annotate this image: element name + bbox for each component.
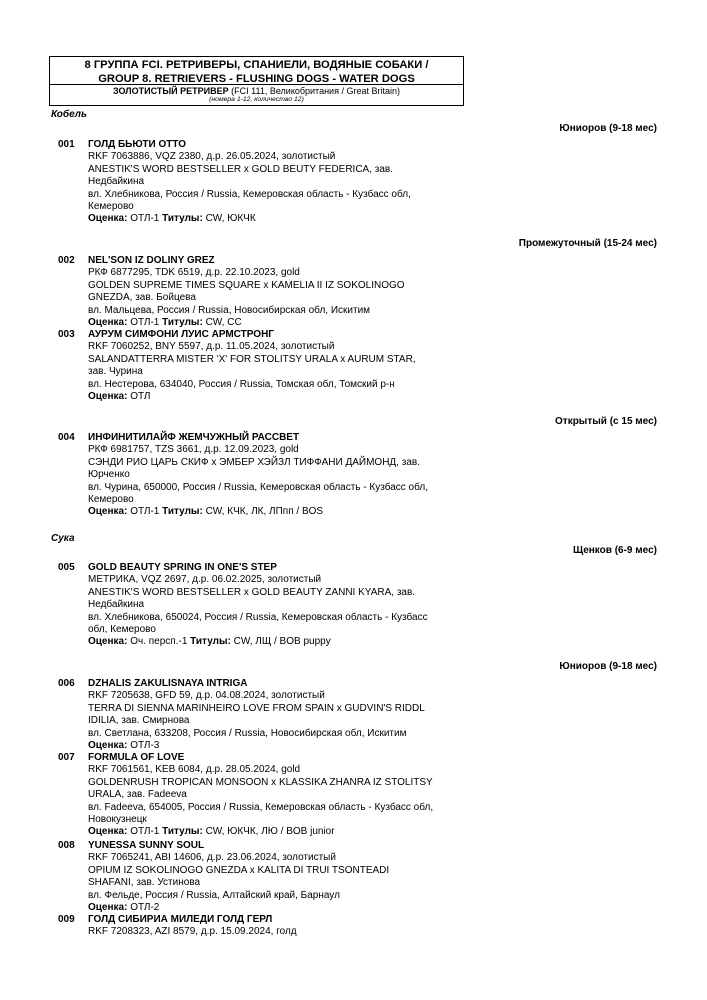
entry [58, 914, 468, 939]
entry-detail-line: МЕТРИКА, VQZ 2697, д.р. 06.02.2025, золотистый [88, 574, 322, 586]
dog-name: NEL'SON IZ DOLINY GREZ [88, 255, 215, 266]
grade-line [88, 317, 468, 329]
dog-name: ГОЛД СИБИРИА МИЛЕДИ ГОЛД ГЕРЛ [88, 914, 273, 925]
entry-body [88, 255, 468, 329]
entry-body [88, 329, 468, 403]
entry-detail-line: Кемерово [88, 494, 134, 506]
grade-line [88, 391, 468, 403]
entry-detail-line: РКФ 6877295, TDK 6519, д.р. 22.10.2023, gold [88, 267, 300, 279]
grade-label: Оценка: [88, 826, 128, 838]
entry-detail-line: обл, Кемерово [88, 624, 156, 636]
titles-label: Титулы: [159, 506, 203, 518]
grade-line [88, 213, 468, 225]
grade-line [88, 740, 468, 752]
grade-line [88, 506, 468, 518]
grade-value: ОТЛ-2 [127, 902, 160, 914]
entry-detail-line: GOLDENRUSH TROPICAN MONSOON x KLASSIKA ZHANRA IZ STOLITSY [88, 776, 433, 788]
grade-value: ОТЛ-3 [127, 740, 160, 752]
breed-note: (номера 1-12, количество 12) [209, 96, 304, 103]
class-open-male: Открытый (с 15 мес) [555, 416, 657, 427]
grade-label: Оценка: [88, 506, 128, 518]
entry-body [88, 840, 468, 914]
titles-label: Титулы: [159, 213, 203, 225]
group-title-ru: 8 ГРУППА FCI. РЕТРИВЕРЫ, СПАНИЕЛИ, ВОДЯНЫЕ СОБАКИ / [84, 59, 429, 71]
class-junior-male: Юниоров (9-18 мес) [559, 123, 657, 134]
grade-label: Оценка: [88, 636, 128, 648]
entry-number: 005 [58, 562, 75, 573]
entry-detail-line: ANESTIK'S WORD BESTSELLER x GOLD BEUTY FEDERICA, зав. [88, 163, 394, 175]
class-intermediate-male: Промежуточный (15-24 мес) [518, 238, 657, 249]
entry-detail-line: Новокузнецк [88, 814, 147, 826]
dog-name: АУРУМ СИМФОНИ ЛУИС АРМСТРОНГ [88, 329, 274, 340]
entry-body [88, 752, 468, 839]
entry-detail-line: вл. Мальцева, Россия / Russia, Новосибирская обл, Искитим [88, 304, 371, 316]
breed-header [49, 85, 464, 106]
class-junior-female: Юниоров (9-18 мес) [559, 661, 657, 672]
group-title-en: GROUP 8. RETRIEVERS - FLUSHING DOGS - WATER DOGS [98, 73, 415, 85]
entry-detail-line: Кемерово [88, 201, 134, 213]
entry-detail-line: RKF 7065241, ABI 14606, д.р. 23.06.2024, золотистый [88, 852, 336, 864]
grade-line [88, 636, 468, 648]
grade-label: Оценка: [88, 902, 128, 914]
dog-name: YUNESSA SUNNY SOUL [88, 840, 205, 851]
entry-detail-line: РКФ 6981757, TZS 3661, д.р. 12.09.2023, gold [88, 444, 299, 456]
entry-detail-line: SALANDATTERRA MISTER 'X' FOR STOLITSY URALA x AURUM STAR, [88, 353, 416, 365]
entry-detail-line: ANESTIK'S WORD BESTSELLER x GOLD BEAUTY ZANNI KYARA, зав. [88, 586, 416, 598]
grade-value: ОТЛ-1 [127, 826, 160, 838]
breed-info: (FCI 111, Великобритания / Great Britain) [231, 86, 400, 96]
entry-detail-line: RKF 7063886, VQZ 2380, д.р. 26.05.2024, золотистый [88, 151, 336, 163]
entry-number: 001 [58, 139, 75, 150]
entry-detail-line: RKF 7205638, GFD 59, д.р. 04.08.2024, золотистый [88, 690, 325, 702]
entry [58, 840, 468, 914]
entry [58, 255, 468, 329]
entry-body [88, 914, 468, 939]
entry-detail-line: IDILIA, зав. Смирнова [88, 715, 190, 727]
entry-detail-line: GOLDEN SUPREME TIMES SQUARE x KAMELIA II IZ SOKOLINOGO [88, 279, 405, 291]
entry-number: 004 [58, 432, 75, 443]
grade-value: Оч. персп.-1 [127, 636, 188, 648]
entry-number: 009 [58, 914, 75, 925]
entry [58, 562, 468, 649]
entry [58, 678, 468, 752]
titles-value: CW, ЮКЧК [202, 213, 256, 225]
section-female: Сука [51, 533, 75, 544]
grade-value: ОТЛ [127, 391, 151, 403]
entry-number: 007 [58, 752, 75, 763]
entry-detail-line: URALA, зав. Fadeeva [88, 789, 187, 801]
grade-line [88, 902, 468, 914]
grade-value: ОТЛ-1 [127, 213, 160, 225]
titles-value: CW, CC [202, 317, 242, 329]
entry-body [88, 562, 468, 649]
entry-number: 008 [58, 840, 75, 851]
dog-name: DZHALIS ZAKULISNAYA INTRIGA [88, 678, 248, 689]
entry-detail-line: Недбайкина [88, 599, 145, 611]
dog-name: ГОЛД БЬЮТИ ОТТО [88, 139, 187, 150]
titles-label: Титулы: [187, 636, 231, 648]
entry-detail-line: вл. Светлана, 633208, Россия / Russia, Новосибирская обл, Искитим [88, 727, 407, 739]
entry-detail-line: OPIUM IZ SOKOLINOGO GNEZDA x KALITA DI TRUI TSONTEADI [88, 864, 390, 876]
entry-body [88, 432, 468, 519]
grade-label: Оценка: [88, 213, 128, 225]
dog-name: FORMULA OF LOVE [88, 752, 185, 763]
entry-detail-line: зав. Чурина [88, 366, 143, 378]
entry-detail-line: RKF 7061561, KEB 6084, д.р. 28.05.2024, gold [88, 764, 301, 776]
entry-number: 003 [58, 329, 75, 340]
entry-detail-line: СЭНДИ РИО ЦАРЬ СКИФ x ЭМБЕР ХЭЙЗЛ ТИФФАНИ ДАЙМОНД, зав. [88, 456, 420, 468]
entry-detail-line: вл. Нестерова, 634040, Россия / Russia, Томская обл, Томский р-н [88, 378, 395, 390]
grade-label: Оценка: [88, 391, 128, 403]
group-title [49, 56, 464, 85]
entry-detail-line: GNEZDA, зав. Бойцева [88, 292, 196, 304]
grade-label: Оценка: [88, 317, 128, 329]
titles-label: Титулы: [159, 317, 203, 329]
entry-body [88, 678, 468, 752]
entry-detail-line: вл. Фельде, Россия / Russia, Алтайский край, Барнаул [88, 889, 340, 901]
class-puppy-female: Щенков (6-9 мес) [573, 545, 657, 556]
entry-detail-line: RKF 7060252, BNY 5597, д.р. 11.05.2024, золотистый [88, 341, 335, 353]
titles-label: Титулы: [159, 826, 203, 838]
entry-detail-line: Недбайкина [88, 176, 145, 188]
entry [58, 329, 468, 403]
entry-detail-line: вл. Fadeeva, 654005, Россия / Russia, Кемеровская область - Кузбасс обл, [88, 801, 434, 813]
entry [58, 139, 468, 226]
entry-detail-line: TERRA DI SIENNA MARINHEIRO LOVE FROM SPAIN x GUDVIN'S RIDDL [88, 702, 425, 714]
entry-number: 006 [58, 678, 75, 689]
entry-number: 002 [58, 255, 75, 266]
entry-detail-line: вл. Чурина, 650000, Россия / Russia, Кемеровская область - Кузбасс обл, [88, 481, 428, 493]
titles-value: CW, КЧК, ЛК, ЛПпп / BOS [202, 506, 324, 518]
group-header-box [49, 56, 464, 106]
entry-detail-line: вл. Хлебникова, 650024, Россия / Russia, Кемеровская область - Кузбасс [88, 611, 428, 623]
entry-detail-line: Юрченко [88, 469, 130, 481]
entry-body [88, 139, 468, 226]
grade-value: ОТЛ-1 [127, 317, 160, 329]
entry-detail-line: RKF 7208323, AZI 8579, д.р. 15.09.2024, голд [88, 926, 297, 938]
grade-line [88, 826, 468, 838]
entry [58, 432, 468, 519]
breed-name: ЗОЛОТИСТЫЙ РЕТРИВЕР [113, 86, 229, 96]
titles-value: CW, ЮКЧК, ЛЮ / BOB junior [202, 826, 335, 838]
dog-name: GOLD BEAUTY SPRING IN ONE'S STEP [88, 562, 277, 573]
grade-value: ОТЛ-1 [127, 506, 160, 518]
grade-label: Оценка: [88, 740, 128, 752]
entry [58, 752, 468, 839]
dog-name: ИНФИНИТИЛАЙФ ЖЕМЧУЖНЫЙ РАССВЕТ [88, 432, 300, 443]
entry-detail-line: вл. Хлебникова, Россия / Russia, Кемеровская область - Кузбасс обл, [88, 188, 411, 200]
section-male: Кобель [51, 109, 87, 120]
entry-detail-line: SHAFANI, зав. Устинова [88, 877, 201, 889]
titles-value: CW, ЛЩ / BOB puppy [230, 636, 331, 648]
